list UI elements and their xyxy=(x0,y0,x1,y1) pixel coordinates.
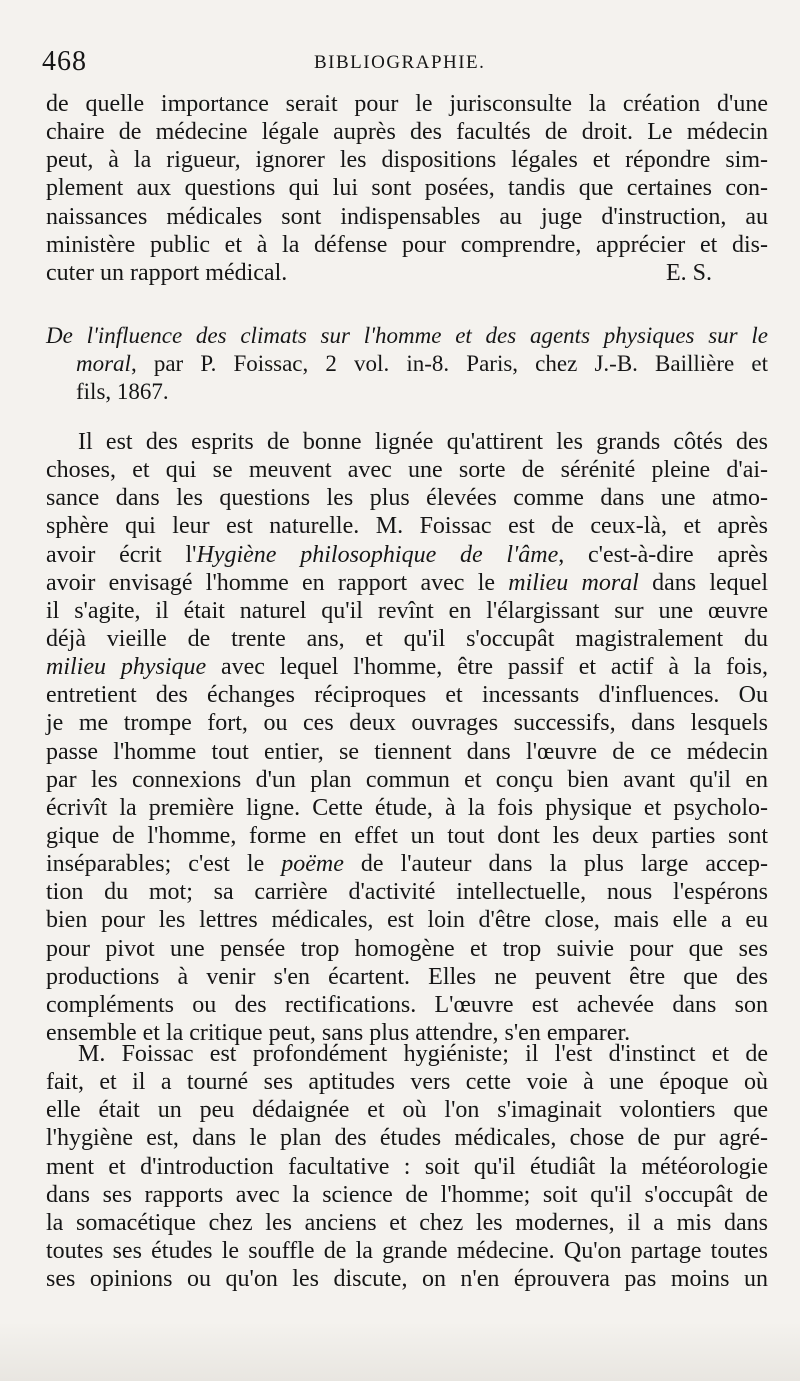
text-line: peut, à la rigueur, ignorer les dispositions légales et répondre sim- xyxy=(46,147,768,174)
text-fragment: inséparables; c'est le xyxy=(46,851,282,878)
text-line: la somacétique chez les anciens et chez les modernes, il a mis dans xyxy=(46,1209,768,1236)
text-fragment: cuter un rapport médical. xyxy=(46,259,288,286)
cited-work-title: Hygiène philosophique de l'âme xyxy=(196,541,559,568)
text-fragment: de l'auteur dans la plus large accep- xyxy=(343,851,769,878)
text-line: ensemble et la critique peut, sans plus attendre, s'en emparer. xyxy=(46,1019,631,1046)
text-line: tion du mot; sa carrière d'activité intellectuelle, nous l'espérons xyxy=(46,879,768,906)
italic-term: poëme xyxy=(281,851,344,878)
text-line: il s'agite, il était naturel qu'il revînt en l'élargissant sur une œuvre xyxy=(46,597,768,624)
text-line: ministère public et à la défense pour comprendre, apprécier et dis- xyxy=(46,231,768,258)
review-paragraph-1 xyxy=(46,428,768,1047)
text-line: ment et d'introduction facultative : soit qu'il étudiât la météorologie xyxy=(46,1153,768,1180)
title-line xyxy=(46,322,768,350)
text-line: toutes ses études le souffle de la grande médecine. Qu'on partage toutes xyxy=(46,1237,768,1264)
text-line: sance dans les questions les plus élevées comme dans une atmo- xyxy=(46,485,768,512)
text-line: naissances médicales sont indispensables au juge d'instruction, au xyxy=(46,203,768,230)
page-header xyxy=(42,46,762,86)
text-line: plement aux questions qui lui sont posées, tandis que certaines con- xyxy=(46,175,768,202)
text-line: elle était un peu dédaignée et où l'on s'imaginait volontiers que xyxy=(46,1097,768,1124)
page-number: 468 xyxy=(42,46,87,77)
text-line: gique de l'homme, forme en effet un tout dont les deux parties sont xyxy=(46,822,768,849)
text-line: passe l'homme tout entier, se tiennent dans l'œuvre de ce médecin xyxy=(46,738,768,765)
text-line: ses opinions ou qu'on les discute, on n'en éprouvera pas moins un xyxy=(46,1266,768,1293)
text-line: l'hygiène est, dans le plan des études médicales, chose de pur agré- xyxy=(46,1125,768,1152)
publication-details: , par P. Foissac, 2 vol. in-8. Paris, chez J.-B. Baillière et xyxy=(130,351,768,377)
running-head: BIBLIOGRAPHIE. xyxy=(314,52,486,73)
text-line: compléments ou des rectifications. L'œuvre est achevée dans son xyxy=(46,991,768,1018)
title-line xyxy=(46,350,768,378)
text-line: écrivît la première ligne. Cette étude, à la fois physique et psycholo- xyxy=(46,794,768,821)
author-signature: E. S. xyxy=(665,259,712,286)
italic-term: milieu moral xyxy=(508,569,639,596)
page-shadow xyxy=(0,1321,800,1381)
text-line: productions à venir s'en écartent. Elles ne peuvent être que des xyxy=(46,963,768,990)
review-paragraph-2 xyxy=(46,1040,768,1293)
text-line: de quelle importance serait pour le jurisconsulte la création d'une xyxy=(46,91,768,117)
text-fragment: dans lequel xyxy=(638,569,768,596)
text-line xyxy=(46,569,768,597)
text-line xyxy=(46,541,768,569)
text-fragment: avoir écrit l' xyxy=(46,541,197,568)
text-line: dans ses rapports avec la science de l'homme; soit qu'il s'occupât de xyxy=(46,1181,768,1208)
text-line xyxy=(46,653,768,681)
book-title-end: moral xyxy=(76,351,131,377)
text-line xyxy=(46,259,768,287)
text-line: pour pivot une pensée trop homogène et trop suivie pour que ses xyxy=(46,935,768,962)
review-title xyxy=(46,322,768,406)
text-fragment: , c'est-à-dire après xyxy=(558,541,769,568)
text-line: par les connexions d'un plan commun et conçu bien avant qu'il en xyxy=(46,766,768,793)
text-line: bien pour les lettres médicales, est loin d'être close, mais elle a eu xyxy=(46,907,768,934)
text-line: déjà vieille de trente ans, et qu'il s'occupât magistralement du xyxy=(46,625,768,652)
text-line: je me trompe fort, ou ces deux ouvrages successifs, dans lesquels xyxy=(46,710,768,737)
text-line: Il est des esprits de bonne lignée qu'attirent les grands côtés des xyxy=(78,429,768,455)
title-line: fils, 1867. xyxy=(76,379,169,405)
text-line: fait, et il a tourné ses aptitudes vers cette voie à une époque où xyxy=(46,1069,768,1096)
book-title: De l'influence des climats sur l'homme et des agents physiques sur le xyxy=(46,323,768,348)
text-fragment: avoir envisagé l'homme en rapport avec le xyxy=(46,569,509,596)
text-line: sphère qui leur est naturelle. M. Foissac est de ceux-là, et après xyxy=(46,513,768,540)
text-line: choses, et qui se meuvent avec une sorte de sérénité pleine d'ai- xyxy=(46,457,768,484)
text-line: M. Foissac est profondément hygiéniste; il l'est d'instinct et de xyxy=(78,1041,768,1067)
closing-paragraph xyxy=(46,90,768,287)
text-fragment: avec lequel l'homme, être passif et actif à la fois, xyxy=(206,654,768,681)
text-line: entretient des échanges réciproques et incessants d'influences. Ou xyxy=(46,682,768,709)
text-line xyxy=(46,850,768,878)
text-line: chaire de médecine légale auprès des facultés de droit. Le médecin xyxy=(46,119,768,146)
italic-term: milieu physique xyxy=(46,654,207,681)
